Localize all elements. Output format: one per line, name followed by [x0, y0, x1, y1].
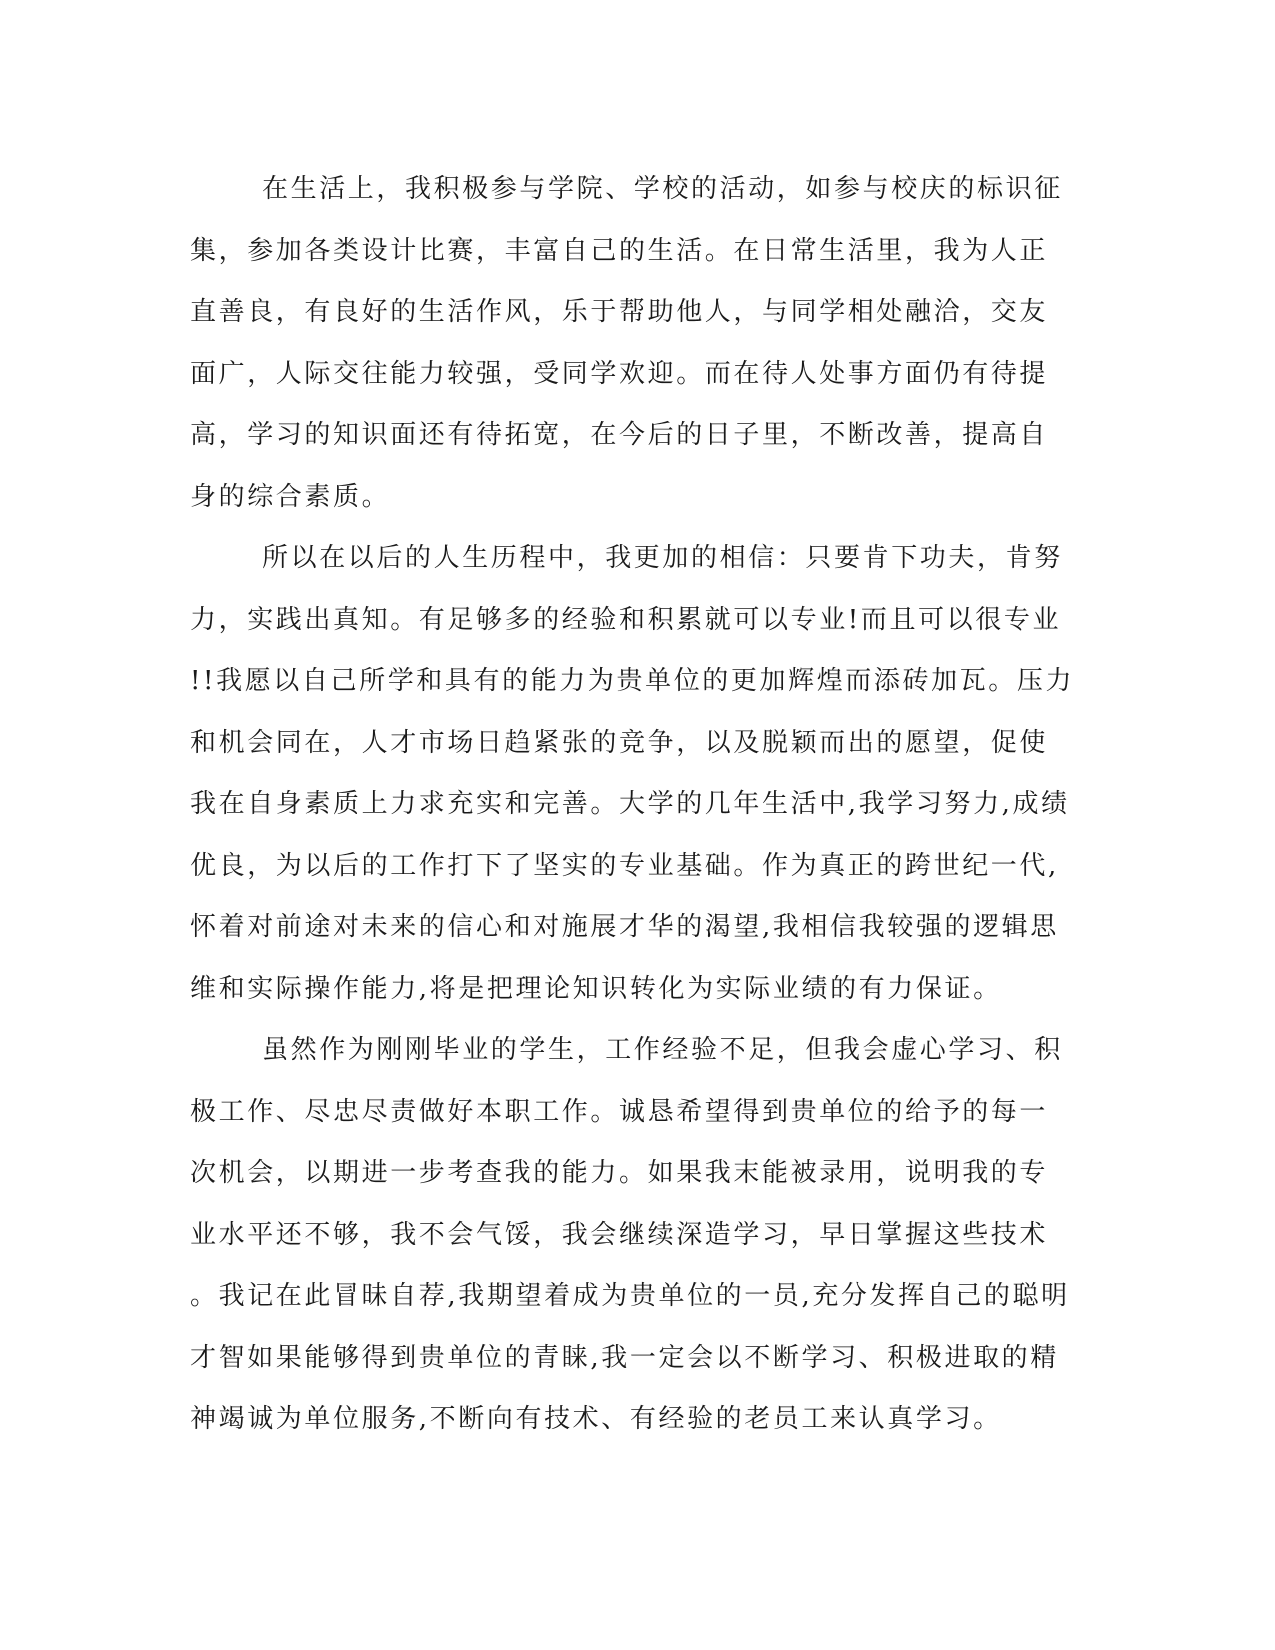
text-line: 直善良，有良好的生活作风，乐于帮助他人，与同学相处融洽，交友 [190, 297, 1049, 327]
text-line: 维和实际操作能力,将是把理论知识转化为实际业绩的有力保证。 [190, 973, 1002, 1004]
paragraph-2 [190, 528, 1086, 1020]
text-line: 和机会同在，人才市场日趋紧张的竞争，以及脱颖而出的愿望，促使 [190, 727, 1049, 758]
text-line: 虽然作为刚刚毕业的学生，工作经验不足，但我会虚心学习、积 [262, 1035, 1063, 1065]
text-line: 在生活上，我积极参与学院、学校的活动，如参与校庆的标识征 [262, 174, 1063, 204]
text-line: 面广，人际交往能力较强，受同学欢迎。而在待人处事方面仍有待提 [190, 358, 1049, 389]
text-line: 力，实践出真知。有足够多的经验和积累就可以专业!而且可以很专业 [190, 604, 1062, 635]
paragraph-3 [190, 1020, 1086, 1451]
text-line: 。我记在此冒昧自荐,我期望着成为贵单位的一员,充分发挥自己的聪明 [190, 1281, 1070, 1311]
text-line: 高，学习的知识面还有待拓宽，在今后的日子里，不断改善，提高自 [190, 420, 1049, 450]
text-line: 我在自身素质上力求充实和完善。大学的几年生活中,我学习努力,成绩 [190, 789, 1070, 819]
text-line: 身的综合素质。 [190, 481, 391, 512]
paragraph-1 [190, 159, 1086, 528]
text-line: 所以在以后的人生历程中，我更加的相信：只要肯下功夫，肯努 [262, 543, 1063, 573]
text-line: 怀着对前途对未来的信心和对施展才华的渴望,我相信我较强的逻辑思 [190, 912, 1059, 942]
text-line: 才智如果能够得到贵单位的青睐,我一定会以不断学习、积极进取的精 [190, 1342, 1059, 1373]
text-line: 极工作、尽忠尽责做好本职工作。诚恳希望得到贵单位的给予的每一 [190, 1096, 1049, 1127]
text-line: 神竭诚为单位服务,不断向有技术、有经验的老员工来认真学习。 [190, 1404, 1002, 1434]
text-line: 集，参加各类设计比赛，丰富自己的生活。在日常生活里，我为人正 [190, 235, 1049, 266]
text-line: 优良，为以后的工作打下了坚实的专业基础。作为真正的跨世纪一代, [190, 850, 1059, 881]
document-body [190, 159, 1086, 1451]
text-line: 业水平还不够，我不会气馁，我会继续深造学习，早日掌握这些技术 [190, 1219, 1049, 1250]
text-line: !!我愿以自己所学和具有的能力为贵单位的更加辉煌而添砖加瓦。压力 [190, 666, 1075, 696]
text-line: 次机会，以期进一步考查我的能力。如果我末能被录用，说明我的专 [190, 1158, 1049, 1188]
